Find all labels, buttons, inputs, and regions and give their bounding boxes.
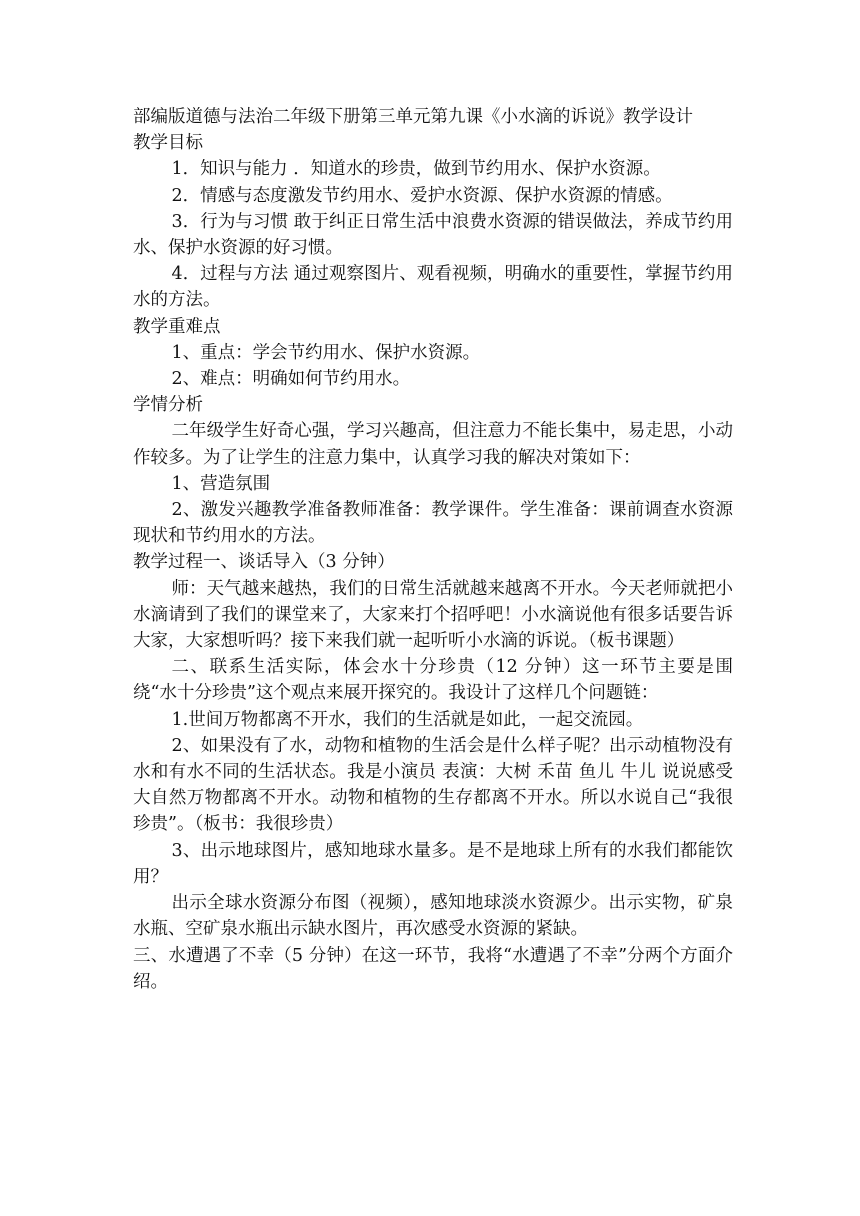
document-title: 部编版道德与法治二年级下册第三单元第九课《小水滴的诉说》教学设计 [133,107,693,127]
paragraph: 二年级学生好奇心强，学习兴趣高，但注意力不能长集中，易走思，小动作较多。为了让学生的注意力集中，认真学习我的解决对策如下： [133,421,733,468]
paragraph: 2．情感与态度激发节约用水、爱护水资源、保护水资源的情感。 [171,185,673,206]
paragraph: 师：天气越来越热，我们的日常生活就越来越离不开水。今天老师就把小水滴请到了我们的课堂来了，大家来打个招呼吧！小水滴说他有很多话要告诉大家，大家想听吗？接下来我们就一起听听小水滴的诉说。（板书课题） [133,578,733,652]
paragraph: 3．行为与习惯 敢于纠正日常生活中浪费水资源的错误做法，养成节约用水、保护水资源的好习惯。 [133,211,733,259]
paragraph: 3、出示地球图片，感知地球水量多。是不是地球上所有的水我们都能饮用？ [133,840,733,887]
paragraph: 2、如果没有了水，动物和植物的生活会是什么样子呢？出示动植物没有水和有水不同的生活状态。我是小演员 表演：大树 禾苗 鱼儿 牛儿 说说感受大自然万物都离不开水。动物和植物的生存都离不开水。所以水说自己“我很珍贵”。（板书：我很珍贵） [133,735,733,835]
paragraph: 2、难点：明确如何节约用水。 [171,369,411,390]
paragraph: 出示全球水资源分布图（视频），感知地球淡水资源少。出示实物，矿泉水瓶、空矿泉水瓶出示缺水图片，再次感受水资源的紧缺。 [133,893,733,940]
paragraph: 1、重点：学会节约用水、保护水资源。 [171,342,481,363]
paragraph: 2、激发兴趣教学准备教师准备：教学课件。学生准备：课前调查水资源现状和节约用水的方法。 [133,500,733,547]
paragraph: 1．知识与能力 ．知道水的珍贵，做到节约用水、保护水资源。 [171,159,661,180]
paragraph: 1、营造氛围 [171,473,271,494]
section-heading-teaching-process: 教学过程一、谈话导入（3 分钟） [133,552,395,573]
section-heading-student-analysis: 学情分析 [133,395,203,416]
paragraph: 1.世间万物都离不开水，我们的生活就是如此，一起交流园。 [171,709,644,730]
document-page [133,104,733,995]
closing-paragraph: 三、水遭遇了不幸（5 分钟）在这一环节，我将“水遭遇了不幸”分两个方面介绍。 [133,945,733,992]
paragraph: 4．过程与方法 通过观察图片、观看视频，明确水的重要性，掌握节约用水的方法。 [133,264,733,311]
paragraph: 二、联系生活实际，体会水十分珍贵（12 分钟）这一环节主要是围绕“水十分珍贵”这个观点来展开探究的。我设计了这样几个问题链： [133,657,733,704]
section-heading-key-points: 教学重难点 [133,316,221,337]
section-heading-objectives: 教学目标 [133,133,203,154]
